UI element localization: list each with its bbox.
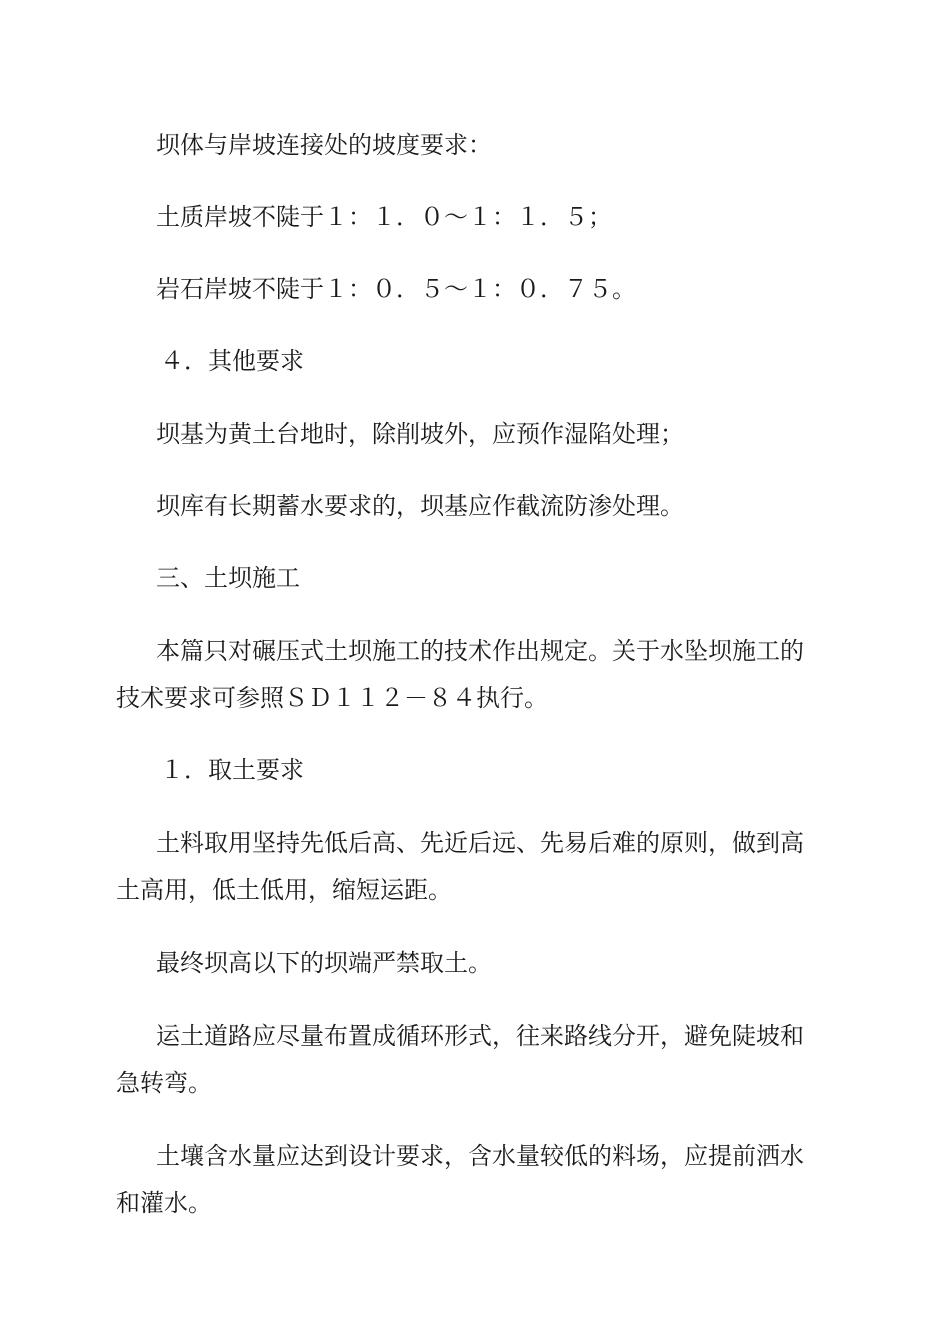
paragraph-borrow-principles: 土料取用坚持先低后高、先近后远、先易后难的原则，做到高土高用，低土低用，缩短运距。 (116, 829, 804, 904)
section-heading-other-requirements: ４．其他要求 (160, 347, 304, 375)
section-heading-borrow-requirements: １．取土要求 (160, 756, 304, 784)
paragraph-moisture-content: 土壤含水量应达到设计要求，含水量较低的料场，应提前洒水和灌水。 (116, 1142, 804, 1217)
section-heading-earth-dam-construction: 三、土坝施工 (156, 564, 300, 592)
paragraph-seepage-treatment: 坝库有长期蓄水要求的，坝基应作截流防渗处理。 (156, 492, 684, 520)
paragraph-slope-requirement-intro: 坝体与岸坡连接处的坡度要求： (156, 131, 492, 159)
paragraph-rock-slope: 岩石岸坡不陡于１：０．５～１：０．７５。 (156, 275, 636, 303)
paragraph-scope: 本篇只对碾压式土坝施工的技术作出规定。关于水坠坝施工的技术要求可参照ＳＤ１１２－８４执行。 (116, 637, 804, 712)
paragraph-haul-roads: 运土道路应尽量布置成循环形式，往来路线分开，避免陡坡和急转弯。 (116, 1022, 804, 1097)
paragraph-no-borrow-at-dam-ends: 最终坝高以下的坝端严禁取土。 (156, 949, 492, 977)
paragraph-loess-foundation: 坝基为黄土台地时，除削坡外，应预作湿陷处理； (156, 420, 684, 448)
paragraph-soil-slope: 土质岸坡不陡于１：１．０～１：１．５； (156, 203, 612, 231)
